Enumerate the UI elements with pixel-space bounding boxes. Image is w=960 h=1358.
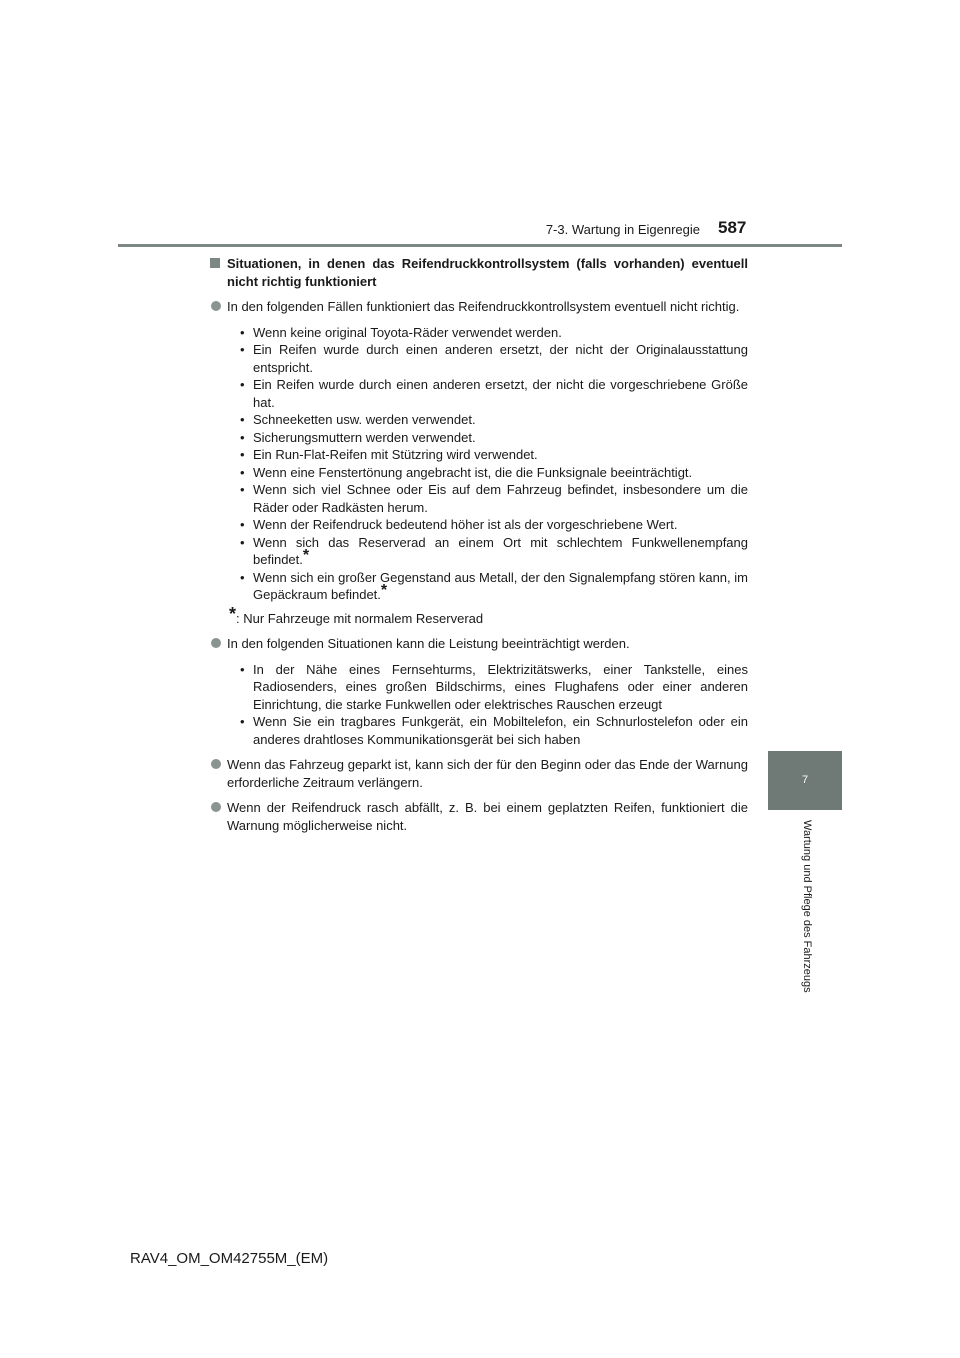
footnote-text: : Nur Fahrzeuge mit normalem Reserverad xyxy=(236,610,484,626)
list-item xyxy=(210,661,748,714)
point-2-list xyxy=(210,661,748,749)
list-item-text: Wenn der Reifendruck bedeutend höher ist als der vorgeschriebene Wert. xyxy=(253,517,678,532)
point-4-text: Wenn der Reifendruck rasch abfällt, z. B. bei einem geplatzten Reifen, funktioniert die Warnung möglicherweise nicht. xyxy=(227,800,748,833)
list-item xyxy=(210,713,748,748)
main-content xyxy=(210,255,748,834)
list-item-text: Ein Reifen wurde durch einen anderen ersetzt, der nicht die vorgeschriebene Größe hat. xyxy=(253,377,748,410)
list-item-text: Wenn Sie ein tragbares Funkgerät, ein Mobiltelefon, ein Schnurlostelefon oder ein anderes drahtloses Kommunikationsgerät bei sich haben xyxy=(253,714,748,747)
list-item-text: Ein Run-Flat-Reifen mit Stützring wird verwendet. xyxy=(253,447,538,462)
list-item-text: Sicherungsmuttern werden verwendet. xyxy=(253,429,476,445)
list-item-text: Wenn keine original Toyota-Räder verwendet werden. xyxy=(253,324,562,340)
chapter-tab-label-wrap xyxy=(799,820,815,1030)
bullet-mark: • xyxy=(240,412,245,427)
list-item xyxy=(210,464,748,482)
section-heading-text: Situationen, in denen das Reifendruckkontrollsystem (falls vorhanden) eventuell nicht richtig funktioniert xyxy=(227,256,748,289)
footnote-marker: * xyxy=(229,603,237,624)
bullet-mark: • xyxy=(240,447,245,462)
page-number: 587 xyxy=(718,218,747,237)
list-item-text: Wenn sich viel Schnee oder Eis auf dem Fahrzeug befindet, insbesondere um die Räder oder Radkästen herum. xyxy=(253,482,748,515)
bullet-mark: • xyxy=(240,534,245,550)
point-1-list xyxy=(210,324,748,604)
header-section-title: 7-3. Wartung in Eigenregie xyxy=(545,222,700,237)
circle-bullet-icon xyxy=(211,802,221,812)
point-4 xyxy=(210,799,748,834)
circle-bullet-icon xyxy=(211,759,221,769)
list-item-text: In der Nähe eines Fernsehturms, Elektrizitätswerks, einer Tankstelle, eines Radiosenders, eines großen Bildschirms, eines Flughafens oder einer anderen Einrichtung, die starke Funkwellen oder elektrisches Rauschen erzeugt xyxy=(253,661,748,712)
list-item-text: Wenn sich ein großer Gegenstand aus Metall, der den Signalempfang stören kann, im Gepäckraum befindet. xyxy=(253,569,748,602)
footnote xyxy=(210,603,748,628)
list-item xyxy=(210,446,748,464)
point-2 xyxy=(210,635,748,653)
bullet-mark: • xyxy=(240,482,245,497)
circle-bullet-icon xyxy=(211,301,221,311)
header-rule xyxy=(118,244,842,247)
list-item-text: Ein Reifen wurde durch einen anderen ersetzt, der nicht der Originalausstattung entspricht. xyxy=(253,342,748,375)
circle-bullet-icon xyxy=(211,638,221,648)
bullet-mark: • xyxy=(240,517,245,532)
list-item-text: Wenn eine Fenstertönung angebracht ist, die die Funksignale beeinträchtigt. xyxy=(253,464,693,480)
list-item xyxy=(210,324,748,342)
bullet-mark: • xyxy=(240,464,245,480)
list-item-text: Schneeketten usw. werden verwendet. xyxy=(253,412,476,427)
chapter-tab-label: Wartung und Pflege des Fahrzeugs xyxy=(801,820,813,993)
section-heading xyxy=(210,255,748,290)
list-item-text: Wenn sich das Reserverad an einem Ort mit schlechtem Funkwellenempfang befindet. xyxy=(253,534,748,567)
list-item xyxy=(210,411,748,429)
bullet-mark: • xyxy=(240,324,245,340)
list-item xyxy=(210,429,748,447)
list-item xyxy=(210,481,748,516)
footnote-marker: * xyxy=(380,582,388,599)
list-item xyxy=(210,569,748,604)
bullet-mark: • xyxy=(240,377,245,392)
bullet-mark: • xyxy=(240,429,245,445)
point-2-text: In den folgenden Situationen kann die Leistung beeinträchtigt werden. xyxy=(227,636,630,651)
list-item xyxy=(210,341,748,376)
list-item xyxy=(210,534,748,569)
square-bullet-icon xyxy=(210,258,220,268)
bullet-mark: • xyxy=(240,342,245,357)
point-3 xyxy=(210,756,748,791)
list-item xyxy=(210,516,748,534)
point-1 xyxy=(210,298,748,316)
footer-document-code: RAV4_OM_OM42755M_(EM) xyxy=(130,1250,329,1267)
bullet-mark: • xyxy=(240,569,245,585)
footnote-marker: * xyxy=(302,547,310,564)
bullet-mark: • xyxy=(240,714,245,729)
list-item xyxy=(210,376,748,411)
point-3-text: Wenn das Fahrzeug geparkt ist, kann sich der für den Beginn oder das Ende der Warnung erforderliche Zeitraum verlängern. xyxy=(227,757,748,790)
point-1-text: In den folgenden Fällen funktioniert das Reifendruckkontrollsystem eventuell nicht richtig. xyxy=(227,299,740,314)
chapter-tab: 7 xyxy=(768,751,842,810)
bullet-mark: • xyxy=(240,661,245,677)
